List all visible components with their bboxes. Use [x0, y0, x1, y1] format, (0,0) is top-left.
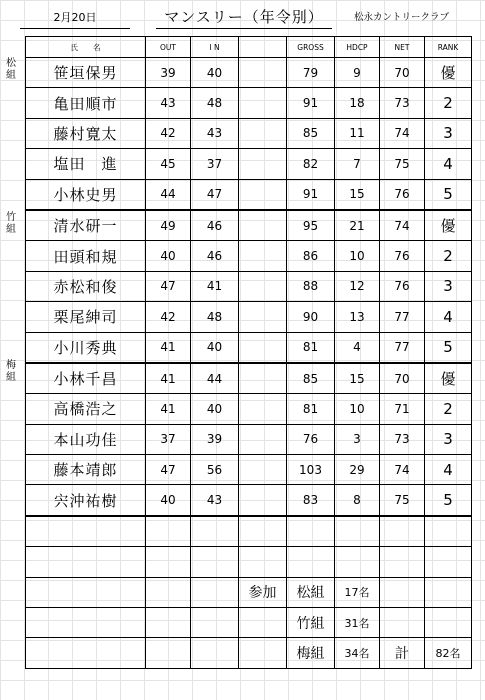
gross-score: 81 — [287, 394, 335, 424]
table-row — [26, 210, 472, 241]
out-score: 37 — [146, 424, 191, 454]
summary-label: 参加 — [239, 577, 287, 607]
blank-cell — [287, 547, 335, 577]
score-table — [25, 36, 472, 669]
net-score: 76 — [380, 271, 425, 301]
rank-value: 優 — [425, 210, 472, 241]
empty-cell — [239, 332, 287, 363]
player-name: 栗尾紳司 — [26, 302, 146, 332]
rank-value: 4 — [425, 302, 472, 332]
out-score: 45 — [146, 149, 191, 179]
empty-cell — [239, 149, 287, 179]
table-row — [26, 149, 472, 179]
net-score: 70 — [380, 58, 425, 88]
in-score: 43 — [191, 118, 239, 148]
empty-cell — [239, 241, 287, 271]
empty-cell — [239, 394, 287, 424]
page-title: マンスリー（年令別） — [156, 6, 332, 29]
rank-value: 3 — [425, 271, 472, 301]
rank-value: 3 — [425, 424, 472, 454]
rank-value: 5 — [425, 179, 472, 210]
hdcp-value: 15 — [335, 363, 380, 394]
empty-cell — [239, 118, 287, 148]
rank-value: 4 — [425, 455, 472, 485]
in-score: 37 — [191, 149, 239, 179]
net-score: 74 — [380, 210, 425, 241]
in-score: 39 — [191, 424, 239, 454]
blank-cell — [335, 547, 380, 577]
hdcp-value: 4 — [335, 332, 380, 363]
table-row — [26, 363, 472, 394]
rank-value: 4 — [425, 149, 472, 179]
blank-cell — [146, 608, 191, 638]
out-score: 49 — [146, 210, 191, 241]
rank-value: 優 — [425, 363, 472, 394]
hdcp-value: 12 — [335, 271, 380, 301]
out-score: 41 — [146, 332, 191, 363]
hdcp-value: 10 — [335, 394, 380, 424]
blank-cell — [146, 547, 191, 577]
out-score: 44 — [146, 179, 191, 210]
blank-cell — [239, 516, 287, 547]
group-label-matsu: 松 組 — [6, 58, 16, 81]
player-name: 清水研一 — [26, 210, 146, 241]
in-score: 44 — [191, 363, 239, 394]
summary-count: 34名 — [335, 638, 380, 668]
rank-value: 3 — [425, 118, 472, 148]
net-score: 75 — [380, 485, 425, 516]
player-name: 笹垣保男 — [26, 58, 146, 88]
table-row — [26, 58, 472, 88]
empty-cell — [239, 88, 287, 118]
hdcp-value: 7 — [335, 149, 380, 179]
in-score: 40 — [191, 394, 239, 424]
table-row — [26, 118, 472, 148]
summary-total: 82名 — [425, 638, 472, 668]
table-row — [26, 394, 472, 424]
out-score: 40 — [146, 241, 191, 271]
player-name: 藤村寛太 — [26, 118, 146, 148]
blank-cell — [26, 516, 146, 547]
empty-cell — [239, 179, 287, 210]
net-score: 76 — [380, 241, 425, 271]
out-score: 41 — [146, 394, 191, 424]
net-score: 71 — [380, 394, 425, 424]
hdcp-value: 3 — [335, 424, 380, 454]
blank-cell — [191, 547, 239, 577]
out-score: 41 — [146, 363, 191, 394]
gross-score: 83 — [287, 485, 335, 516]
gross-score: 82 — [287, 149, 335, 179]
net-score: 77 — [380, 302, 425, 332]
blank-cell — [380, 516, 425, 547]
blank-cell — [287, 516, 335, 547]
table-row — [26, 179, 472, 210]
club-name: 松永カントリークラブ — [354, 12, 450, 23]
gross-score: 76 — [287, 424, 335, 454]
rank-value: 2 — [425, 241, 472, 271]
hdcp-value: 18 — [335, 88, 380, 118]
out-score: 42 — [146, 302, 191, 332]
blank-cell — [380, 547, 425, 577]
gross-score: 85 — [287, 363, 335, 394]
summary-total-label — [380, 577, 425, 607]
player-name: 塩田 進 — [26, 149, 146, 179]
player-name: 宍沖祐樹 — [26, 485, 146, 516]
net-score: 74 — [380, 455, 425, 485]
table-row — [26, 271, 472, 301]
gross-score: 91 — [287, 179, 335, 210]
blank-cell — [191, 577, 239, 607]
out-score: 42 — [146, 118, 191, 148]
hdcp-value: 8 — [335, 485, 380, 516]
col-header-hdcp: HDCP — [335, 37, 380, 58]
player-name: 赤松和俊 — [26, 271, 146, 301]
table-row — [26, 88, 472, 118]
summary-group: 松組 — [287, 577, 335, 607]
col-header-gross: GROSS — [287, 37, 335, 58]
in-score: 40 — [191, 58, 239, 88]
hdcp-value: 21 — [335, 210, 380, 241]
summary-total — [425, 608, 472, 638]
player-name: 田頭和規 — [26, 241, 146, 271]
net-score: 75 — [380, 149, 425, 179]
empty-cell — [239, 210, 287, 241]
summary-total-label: 計 — [380, 638, 425, 668]
in-score: 46 — [191, 241, 239, 271]
out-score: 39 — [146, 58, 191, 88]
blank-row — [26, 547, 472, 577]
gross-score: 79 — [287, 58, 335, 88]
net-score: 77 — [380, 332, 425, 363]
out-score: 47 — [146, 271, 191, 301]
net-score: 73 — [380, 424, 425, 454]
table-row — [26, 424, 472, 454]
rank-value: 2 — [425, 394, 472, 424]
empty-cell — [239, 302, 287, 332]
summary-row — [26, 577, 472, 607]
in-score: 43 — [191, 485, 239, 516]
rank-value: 2 — [425, 88, 472, 118]
in-score: 48 — [191, 302, 239, 332]
blank-cell — [191, 608, 239, 638]
out-score: 43 — [146, 88, 191, 118]
blank-cell — [146, 638, 191, 668]
blank-cell — [335, 516, 380, 547]
col-header-out: OUT — [146, 37, 191, 58]
rank-value: 5 — [425, 332, 472, 363]
col-header-net: NET — [380, 37, 425, 58]
hdcp-value: 15 — [335, 179, 380, 210]
group-label-take: 竹 組 — [6, 212, 16, 235]
table-row — [26, 332, 472, 363]
table-row — [26, 455, 472, 485]
summary-label — [239, 638, 287, 668]
table-row — [26, 302, 472, 332]
player-name: 本山功佳 — [26, 424, 146, 454]
blank-cell — [26, 577, 146, 607]
summary-row — [26, 638, 472, 668]
blank-cell — [239, 547, 287, 577]
summary-total-label — [380, 608, 425, 638]
hdcp-value: 10 — [335, 241, 380, 271]
summary-group: 竹組 — [287, 608, 335, 638]
player-name: 高橋浩之 — [26, 394, 146, 424]
blank-cell — [26, 638, 146, 668]
player-name: 小林千昌 — [26, 363, 146, 394]
blank-cell — [191, 638, 239, 668]
out-score: 40 — [146, 485, 191, 516]
rank-value: 5 — [425, 485, 472, 516]
in-score: 56 — [191, 455, 239, 485]
blank-cell — [191, 516, 239, 547]
gross-score: 103 — [287, 455, 335, 485]
summary-count: 17名 — [335, 577, 380, 607]
out-score: 47 — [146, 455, 191, 485]
blank-cell — [425, 516, 472, 547]
player-name: 小林史男 — [26, 179, 146, 210]
empty-cell — [239, 455, 287, 485]
hdcp-value: 13 — [335, 302, 380, 332]
player-name: 小川秀典 — [26, 332, 146, 363]
player-name: 藤本靖郎 — [26, 455, 146, 485]
gross-score: 91 — [287, 88, 335, 118]
date-label: 2月20日 — [20, 8, 130, 29]
col-header-name: 氏 名 — [26, 37, 146, 58]
net-score: 76 — [380, 179, 425, 210]
score-table-wrap — [25, 36, 471, 697]
header-row — [26, 37, 472, 58]
col-header-in: I N — [191, 37, 239, 58]
player-name: 亀田順市 — [26, 88, 146, 118]
col-header-blank — [239, 37, 287, 58]
summary-total — [425, 577, 472, 607]
group-label-ume: 梅 組 — [6, 360, 16, 383]
summary-group: 梅組 — [287, 638, 335, 668]
blank-row — [26, 516, 472, 547]
blank-cell — [425, 547, 472, 577]
summary-label — [239, 608, 287, 638]
blank-cell — [26, 547, 146, 577]
net-score: 73 — [380, 88, 425, 118]
gross-score: 86 — [287, 241, 335, 271]
empty-cell — [239, 271, 287, 301]
gross-score: 90 — [287, 302, 335, 332]
hdcp-value: 11 — [335, 118, 380, 148]
empty-cell — [239, 424, 287, 454]
gross-score: 88 — [287, 271, 335, 301]
table-row — [26, 241, 472, 271]
in-score: 46 — [191, 210, 239, 241]
hdcp-value: 29 — [335, 455, 380, 485]
hdcp-value: 9 — [335, 58, 380, 88]
in-score: 41 — [191, 271, 239, 301]
rank-value: 優 — [425, 58, 472, 88]
net-score: 74 — [380, 118, 425, 148]
in-score: 40 — [191, 332, 239, 363]
empty-cell — [239, 363, 287, 394]
summary-count: 31名 — [335, 608, 380, 638]
gross-score: 85 — [287, 118, 335, 148]
blank-cell — [146, 516, 191, 547]
col-header-rank: RANK — [425, 37, 472, 58]
gross-score: 95 — [287, 210, 335, 241]
blank-cell — [146, 577, 191, 607]
net-score: 70 — [380, 363, 425, 394]
blank-cell — [26, 608, 146, 638]
in-score: 48 — [191, 88, 239, 118]
in-score: 47 — [191, 179, 239, 210]
empty-cell — [239, 485, 287, 516]
gross-score: 81 — [287, 332, 335, 363]
summary-row — [26, 608, 472, 638]
empty-cell — [239, 58, 287, 88]
table-row — [26, 485, 472, 516]
